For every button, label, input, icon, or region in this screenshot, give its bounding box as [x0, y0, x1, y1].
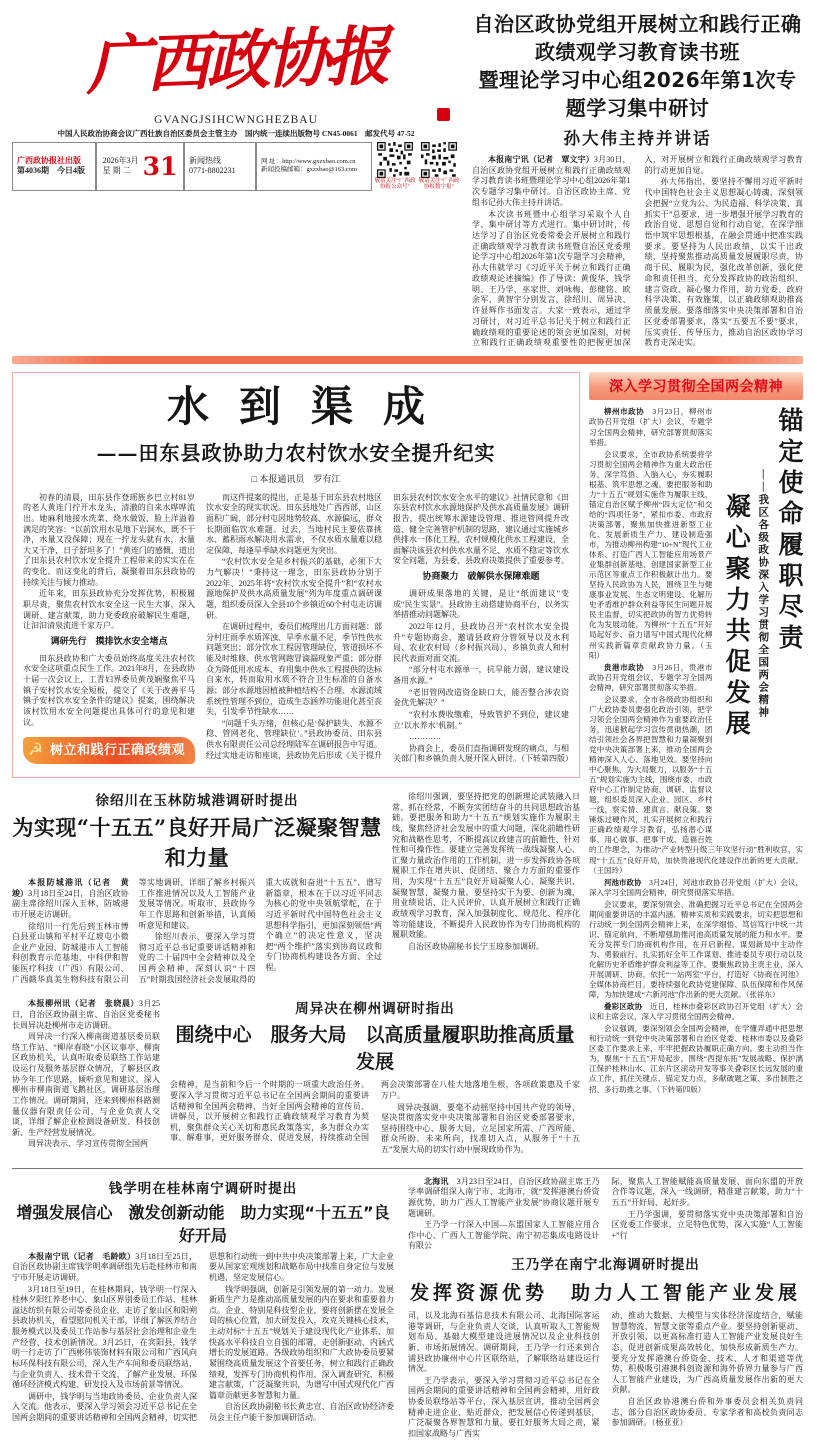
zhuang-romanization: GVANGJSIHCWNGHEZBAU — [154, 114, 318, 126]
date-weekday: 星 期 二 — [102, 166, 131, 176]
main-left-column — [12, 372, 580, 1155]
top-article-headline — [472, 10, 803, 122]
zhou-article-kicker: 周异决在柳州调研时指出 — [295, 1001, 455, 1018]
wang-lead-column-1: 北海讯 3月23日至24日，自治区政协副主席王乃学率调研组深入南宁市、北海市，就“发挥港澳台侨资源优势，助力广西人工智能产业发展”协商议题开展专题调研。 王乃学一行深入中国—东盟国家人工智能应用合作中心、广西人工智能学院、南宁初芯集成电路设计有限公 — [408, 1176, 600, 1251]
qr-code-icon — [421, 142, 457, 178]
hotline-label: 新闻热线 — [189, 155, 221, 165]
qian-article — [12, 1177, 394, 1441]
policy-slogan-text: 树立和践行正确政绩观 — [50, 743, 186, 759]
date-box — [96, 142, 184, 191]
feature-byline: □ 本报通讯员 罗有江 — [251, 473, 341, 484]
wang-article-kicker: 王乃学在南宁北海调研时提出 — [511, 1257, 700, 1274]
wang-body-column-1: 司，以及北海石基信息技术有限公司、北海国际客运港等调研，与企业负责人交谈，认真听取人工智能规划布局、基础大模型建设进展情况以及企业科技创新、市场拓展情况。调研期间，王乃学一行还来到合浦县政协廉州中心片区联络站，了解联络站建设运行情况。 王乃学表示，要深入学习贯彻习近平总书记在全国两会期间的重要讲话精神和全国两会精神，用好政协委员联络站等平台，深入基层宣讲，推动全国两会精神走进企业、贴近群众，把发展信心传递到基层，广泛凝聚各界智慧和力量。要扛好服务大局之责，紧扣国家战略与广西实 — [408, 1311, 600, 1438]
issue-number: 第4036期 今日4版 — [17, 166, 85, 176]
top-article-subhead: 孙大伟主持并讲话 — [563, 129, 712, 148]
vertical-headline-subtitle: ——我区各级政协深入学习贯彻全国两会精神 — [757, 469, 769, 720]
xu-article-kicker: 徐绍川在玉林防城港调研时提出 — [95, 793, 299, 810]
qr-code-wechat — [374, 142, 416, 191]
qian-article-kicker: 钱学明在桂林南宁调研时提出 — [108, 1180, 298, 1197]
two-sessions-rail — [589, 372, 803, 1096]
top-article-body: 本报南宁讯（记者 覃文宇）3月30日，自治区政协党组开展树立和践行正确政绩观学习教育读书班暨理论学习中心组2026年第1次专题学习集中研讨。自治区政协主席、党组书记孙大伟主持并讲话。 本次读书班暨中心组学习采取个人自学、集中研讨等方式进行。集中研讨时，传达学习了自治区党委常委会开展树立和践行正确政绩观学习教育读书班暨自治区党委理论学习中心组2026年第1次专题学习会精神，孙大伟就学习《习近平关于树立和践行正确政绩观论述摘编》作了导读；黄俊华、钱学明、王乃学、巫家世、刘咏梅、彭健铭、欧余军、黄智宇分别发言，徐绍川、周异决、许显辉作书面发言。大家一致表示，通过学习研讨，对习近平总书记关于树立和践行正确政绩观的重要论述的领会更加深刻，对树立和践行正确政绩观重要性的把握更加深入，对开展树立和践行正确政绩观学习教育的行动更加自觉。 孙大伟指出，要坚持不懈用习近平新时代中国特色社会主义思想凝心铸魂，深刻领会把握“立党为公、为民造福、科学决策、真抓实干”总要求，进一步增强开展学习教育的政治自觉、思想自觉和行动自觉，在深学细悟中筑牢思想根基，在融会贯通中把准实践要求。要坚持为人民出政绩、以实干出政绩，坚持聚焦推动高质量发展履职尽责，协商于民、履职为民，强化改革创新，强化使命和责任担当，充分发挥政协的政治组织、建言资政、凝心聚力作用，助力党委、政府科学决策、有效施策，以正确政绩观助推高质量发展。要落细落实中央决策部署和自治区党委部署要求，落实“五要五不要”要求，压实责任、传导压力，推动自治区政协学习教育走深走实。 — [472, 155, 803, 348]
qr-caption: 敬请关注“广西政协报数字报” — [418, 178, 460, 191]
vertical-headline-line-2: 凝心聚力共促发展 — [722, 493, 752, 742]
date-month: 2026年3月 — [102, 155, 139, 165]
publisher-line: 中国人民政治协商会议广西壮族自治区委员会主管主办 国内统一连续出版物号 CN45-0061 邮发代号 47-52 — [57, 129, 415, 138]
header — [12, 8, 803, 349]
vertical-headline-line-1: 锚定使命履职尽责 — [775, 407, 804, 656]
date-day: 31 — [142, 151, 178, 181]
masthead — [12, 8, 460, 349]
wang-article-headline: 发挥资源优势 助力人工智能产业发展 — [409, 1282, 801, 1305]
publisher-box — [12, 142, 96, 191]
rail-banner: 深入学习贯彻全国两会精神 — [589, 372, 803, 400]
feature-columns-rest: 而这件提案的提出，正是基于田东县农村地区饮水安全的现实状况。田东县地处广西西部，山区面积广阔，部分村屯因地势较高、水源偏远，群众长期面临饮水难题。过去，当地村民主要依靠挑水、蓄积雨水解决用水需求，不仅水质水量难以稳定保障，每逢旱季缺水问题更为突出。 “农村饮水安全是乡村振兴的基础，必须下大力气解决！”秉持这一理念，田东县政协分别于2022年、2025年将“农村饮水安全提升”和“农村水源地保护及供水高质量发展”列为年度重点调研课题，组织委员深入全县10个乡镇近60个村屯走访调研。 在调研过程中，委员们梳理出几方面问题：部分村庄雨季水质浑浊、旱季水量不足，季节性供水问题突出；部分饮水工程因管理缺位，管道损坏不能及时维修、供水管网跑冒滴漏现象严重；部分群众为降低用水成本、弃用集中供水工程提供的达标自来水，转而取用水质不符合卫生标准的自备水源；部分水源地因植被种植结构不合理、水源流域系统性管理不到位，造成生态涵养功能退化甚至丧失，引发季节性缺水…… “问题千头万绪，但核心是‘保护缺失、水源不稳、管网老化、管理缺位’。”县政协委员、田东县供水有限责任公司总经理陆军在调研报告中写道。经过实地走访和座谈，县政协先后形成《关于提升田东县农村饮水安全水平的建议》社情民意和《田东县农村饮水水源地保护及供水高质量发展》调研报告，提出统筹水源建设管理、推进管网提升改造、健全完善管护机制的思路，建议通过实施城乡供排水一体化工程、农村规模化供水工程建设，全面解决该县农村供水水量不足、水质不稳定等饮水安全问题，为县委、县政府决策提供了重要参考。 协商聚力 破解供水保障难题 调研成果落地的关键，是让“纸面建议”变成“民生实景”。县政协主动搭建协商平台，以务实举措推动问题解决。 2022年12月，县政协召开“农村饮水安全提升”专题协商会，邀请县政府分管领导以及水利局、农业农村局（乡村振兴局）、乡镇负责人和村民代表面对面交流。 “部分村屯水源单一，抗旱能力弱，建议建设备用水源。” “老旧管网改造资金缺口大，能否整合涉农资金优先解决？” “农村水费收缴难，导致管护不到位，建议建立‘以水养水’机制。” ………… 协商会上，委员们直指调研发现的痛点，与相关部门和乡镇负责人展开深入研讨。（下转第四版） — [206, 492, 573, 764]
qian-article-body: 本报南宁讯（记者 毛龄欧）3月18日至25日，自治区政协副主席钱学明率调研组先后赴桂林市和南宁市开展走访调研。 3月18日至19日，在桂林期间，钱学明一行深入桂林夕阳红养老中心、象山区界别委员工作站、桂林溢达纺织有限公司等委员企业，走访了象山区和阳朔县政协机关，看望慰问机关干部，详细了解医养结合服务模式以及委员工作站参与基层社会治理和企业生产经营、技术创新情况。3月25日，在宾阳县，钱学明一行走访了广西彬伟装饰材料有限公司和广西风向标环保科技有限公司，深入生产车间和委员联络站，与企业负责人、技术骨干交流，了解产业发展、环保循环经济模式构建、研发投入及市场前景等情况。 调研中，钱学明与当地政协委员、企业负责人深入交流。他表示，要深入学习领会习近平总书记在全国两会期间的重要讲话精神和全国两会精神，切实把思想和行动统一到中共中央决策部署上来，广大企业要从国家宏观规划和战略布局中找准自身定位与发展机遇，坚定发展信心。 钱学明强调，创新是引领发展的第一动力。发展新质生产力是推动高质量发展的内在要求和重要着力点。企业、特别是科技型企业，要将创新摆在发展全局的核心位置，加大研发投入，攻克关键核心技术，主动对标“十五五”规划关于建设现代化产业体系、加快高水平科技自立自强的部署，走创新驱动、内涵式增长的发展道路。各级政协组织和广大政协委员要紧紧围绕高质量发展这个首要任务，树立和践行正确政绩观，发挥专门协商机构作用，深入调查研究，积极建言献策，广泛凝聚共识，为谱写中国式现代化广西篇章贡献更多智慧和力量。 自治区政协副秘书长黄忠宣、自治区政协经济委员会主任卢能干参加调研活动。 — [12, 1251, 394, 1423]
submission-email: 新闻投稿邮箱：gxzxbao@163.com — [261, 166, 358, 174]
zhou-article — [12, 997, 580, 1155]
feature-subtitle: ——田东县政协助力农村饮水安全提升纪实 — [96, 440, 496, 465]
qr-code-icon — [377, 142, 413, 178]
hotline-box — [184, 142, 256, 191]
xu-article — [12, 789, 580, 985]
hammer-sickle-icon: ☭ — [28, 740, 44, 761]
feature-title: 水到渠成 — [166, 382, 455, 432]
headline-line-2: 暨理论学习中心组2026年第1次专题学习集中研讨 — [478, 68, 797, 120]
feature-article — [12, 372, 580, 778]
wang-body-column-2: 动，推动大数据、大模型与实体经济深度结合，赋能智慧物流、智慧文旅等重点产业。要坚持创新驱动、开放引领，以更高标准打造人工智能产业发展良好生态，促进创新成果高效转化，加快形成新质生产力。要充分发挥港澳台侨资金、技术、人才和渠道等优势，积极吸引港澳科创资源和海外侨界力量参与广西人工智能产业建设，为广西高质量发展作出新的更大贡献。 自治区政协港澳台侨和外事委员会相关负责同志，部分自治区政协委员、专家学者和高校负责同志参加调研。（杨亚亚） — [611, 1311, 803, 1428]
qr-code-epaper — [418, 142, 460, 191]
qr-caption: 敬请关注“广西政协报公众号” — [374, 178, 416, 191]
publication-info-row — [12, 142, 460, 191]
policy-slogan-banner — [23, 737, 195, 764]
hotline-number: 0771-8802231 — [189, 166, 236, 176]
contact-box — [256, 142, 372, 191]
newspaper-title: 广西政协报 — [84, 18, 388, 105]
headline-line-1: 自治区政协党组开展树立和践行正确政绩观学习教育读书班 — [473, 12, 802, 64]
xu-article-headline: 为实现“十五五”良好开局广泛凝聚智慧和力量 — [12, 815, 382, 871]
website-url: 网 址：http://www.gxzxbao.com.cn — [261, 157, 356, 165]
wang-article-lead — [408, 1177, 803, 1253]
zhou-article-lead-column: 本报柳州讯（记者 张晓晨）3月25日，自治区政协副主席、自治区党委秘书长周异决赴柳州市走访调研。 周异决一行深入柳南街道基层委员联络工作站、“柳岸春晓”小区议事亭、柳南区政协机关，认真听取委员联络工作站建设运行及服务基层群众情况，了解县区政协今年工作思路，倾听意见和建议。深入柳州市柳南街道飞鹅社区，调研基层治理工作情况。调研期间，还来到柳州科路测量仪器有限责任公司，与企业负责人交谈，详细了解企业检测设备研发、科技创新、生产经营发展情况。 周异决表示，学习宣传贯彻全国两 — [12, 999, 161, 1149]
feature-column-1: 初春的清晨，田东县作登瑶族乡巴立村81岁的老人黄连门拧开水龙头，清澈的自来水哗哗流出。她麻利地接水洗菜、烧水做饭，脸上洋溢着满足的笑容：“以前饮用水是地下岩洞水，既不干净，水量又没保障；现在一拧龙头就有水，水量大又干净，日子舒坦多了！”黄连门的感慨，道出了田东县农村饮水安全提升工程带来的实实在在的变化。而这变化的背后，凝聚着田东县政协的持续关注与倾力推动。 近年来，田东县政协充分发挥优势，积极履职尽责，聚焦农村饮水安全这一民生大事，深入调研、建言献策，助力党委政府破解民生难题，让汩汩清泉流进千家万户。 调研先行 摸排饮水安全堵点 田东县政协和广大委员始终高度关注农村饮水安全这项重点民生工作。2021年8月，在县政协十届一次会议上，工青妇界委员黄茂娴聚焦平马镇子安村饮水安全短板，提交了《关于改善平马镇子安村饮水安全条件的建议》提案，围绕解决该村饮用水安全问题提出具体可行的意见和建议。 ☭ 树立和践行正确政绩观 — [23, 493, 195, 765]
qian-article-headline: 增强发展信心 激发创新动能 助力实现“十五五”良好开局 — [16, 1202, 390, 1245]
seal-stamp-icon — [437, 108, 450, 121]
xu-article-body: 本报防城港讯（记者 黄 竣）3月18日至24日，自治区政协副主席徐绍川深入玉林、防城港市开展走访调研。 徐绍川一行先后到玉林市博白县亚山镇和平村平辽坡屯小微企业产业园、防城港市人工智能科创教育示范基地、中科伊和智能医疗科技（广西）有限公司、广西赣华真美生物科技有限公司等实地调研，详细了解乡村振兴工作推进情况以及人工智能产业发展等情况。听取市、县政协今年工作思路和创新举措，认真倾听意见和建议。 徐绍川表示，要深入学习贯彻习近平总书记重要讲话精神和党的二十届四中全会精神以及全国两会精神，深刻认识“十四五”时期我国经济社会发展取得的重大成就和奋进“十五五”、谱写新篇章，根本在于以习近平同志为核心的党中央领航掌舵，在于习近平新时代中国特色社会主义思想科学指引，更加深刻领悟“两个确立”的决定性意义，坚决把“两个维护”落实到协商议政和专门协商机构建设各方面、全过程。 — [12, 878, 382, 984]
top-article — [472, 8, 803, 349]
rail-briefs: 柳州市政协 3月23日，柳州市政协召开党组（扩大）会议，专题学习全国两会精神，研究部署贯彻落实举措。 会议要求，全市政协系统要将学习贯彻全国两会精神作为重大政治任务，深学笃悟、入脑入心，夯实履职根基、筑牢思想之魂。要把服务和助力“十五五”规划实施作为履职主线，锚定自治区赋予柳州“四大定位”和交给的“四项任务”，紧扣市委、市政府决策部署，聚焦加快推进新型工业化、发展新质生产力、建设制造强市，为推动柳州构建“10+N”现代工业体系、打造广西人工智能应用场景产业集群创新基地、创建国家新型工业示范区等重点工作积极献计出力。要坚持人民政协为人民，围绕卫生与健康事业发展、生态文明建设、化解历史矛盾维护群众利益等民生问题开展民主监督，切实把政协的智力优势转化为发展动能，为柳州“十五五”开好局起好步、奋力谱写中国式现代化柳州实践新篇章贡献政协力量。（玉 阳） 贵港市政协 3月26日，贵港市政协召开党组会议，专题学习全国两会精神，研究部署贯彻落实举措。 会议要求，全市各级政协组织和广大政协委员要强化政治引领，把学习领会全国两会精神作为重要政治任务，迅速掀起学习宣传贯彻热潮，团结引领社会各界把智慧和力量凝聚到党中央决策部署上来，推动全国两会精神深入人心、落地见效。要坚持向中心聚焦、为大局聚力，以服务“十五五”规划实施为主线，围绕市委、市政府中心工作制定协商、调研、监督议题，组织委员深入企业、园区、乡村一线，察实情、建真言、献良策。要锤炼过硬作风，扎实开展树立和践行正确政绩观学习教育，弘扬潜心谋事、用心做事、把事干成、造福百姓的工作理念，为推动“产业转型升级三年攻坚行动”胜利收官、实现“十五五”良好开局，加快贵港现代化建设作出新的更大贡献。（王国玲） 河池市政协 3月24日，河池市政协召开党组（扩大）会议，深入学习全国两会精神，研究贯彻落实举措。 会议要求，要深刻领会、准确把握习近平总书记在全国两会期间重要讲话的丰富内涵、精神实质和实践要求，切实把思想和行动统一到全国两会精神上来，在深学细悟、笃信笃行中统一共识、锚定航向，不断增强助推河池高质量发展的能力和水平。要充分发挥专门协商机构作用，在开启新程、谋划新局中主动作为、勇毅前行，扎实抓好全年工作谋划、推进委员专项行动以及化解历史矛盾维护群众利益等工作。要聚焦政协主责主业，深入开展调研、协商，依托“一站两室”平台，打造好《协商在河池》全媒体协商栏目。要持续强化政协党建保障、队伍保障和作风保障，为加快建成“六新河池”作出新的更大贡献。（张祥东） 叠彩区政协 近日，桂林市叠彩区政协召开党组（扩大）会议和主席会议，深入学习贯彻全国两会精神。 会议强调，要深刻领会全国两会精神，在学懂弄通中把思想和行动统一到党中央决策部署和自治区党委、桂林市委以及叠彩区委工作要求上来，牢牢把握政协履职正确方向。要主动担当作为，聚焦“十五五”开局起步，围绕“西提东拓”发展战略、保护漓江保护桂林山水、江东片区滚动开发等事关叠彩区长远发展的重点工作，抓住关键点、锚定发力点，多献破题之策、多出制胜之招、多行助推之事。（下转第四版） — [589, 407, 804, 1094]
section-divider-bar — [12, 356, 803, 364]
wang-article-body — [408, 1311, 803, 1441]
wang-article — [408, 1177, 803, 1441]
zhou-article-body: 会精神，是当前和今后一个时期的一项重大政治任务。要深入学习贯彻习近平总书记在全国两会期间的重要讲话精神和全国两会精神，当好全国两会精神的宣传员、讲解员，以开展树立和践行正确政绩观学习教育为契机，聚焦群众关心关切和惠民政策落实，多为群众办实事、解难事，更好服务群众、促进发展，持续推动全国两会决策部署在八桂大地落地生根，各项政策惠及千家万户。 周异决强调，要毫不动摇坚持中国共产党的领导，坚决贯彻落实党中央决策部署和自治区党委部署要求，坚持围绕中心、服务大局，立足国家所需、广西所能、群众所盼、未来所向，找准切入点，从服务于“十五五”发展大局的切实行动中展现政协作为。 — [170, 1080, 580, 1155]
rail-vertical-headline — [719, 407, 803, 837]
qr-code-group — [374, 142, 460, 191]
xu-article-side-column: 徐绍川强调，要坚持把党的创新理论武装融入日常、抓在经常，不断夯实团结奋斗的共同思想政治基础。要把服务和助力“十五五”规划实施作为履职主线，聚焦经济社会发展中的重大问题，深化前瞻性研究和战略性思考，不断提高议政建言的前瞻性、针对性和可操作性。要建立完善发挥统一战线凝聚人心、汇聚力量政治作用的工作机制，进一步发挥政协各项履职工作在增共识、促团结、聚合力方面的重要作用，为实现“十五五”良好开局凝聚人心、凝聚共识、凝聚智慧、凝聚力量。要坚持实干为要、创新为魂，用业绩说话、让人民评价，认真开展树立和践行正确政绩观学习教育，深入加强制度化、规范化、程序化等功能建设，不断提升人民政协作为专门协商机构的履职效能。 自治区政协副秘书长宁玉琼参加调研。 — [392, 792, 580, 951]
publisher-name: 广西政协报社出版 — [17, 155, 81, 165]
wang-lead-column-2: 际，聚焦人工智能赋能高质量发展、面向东盟的开放合作等议题，深入一线调研，精准建言献策，助力“十五五”开好局、起好步。 王乃学强调，要贯彻落实党中央决策部署和自治区党委工作要求，立足特色优势，深入实施“人工智能+”行 — [611, 1176, 803, 1240]
zhou-article-headline: 围绕中心 服务大局 以高质量履职助推高质量发展 — [175, 1024, 575, 1074]
